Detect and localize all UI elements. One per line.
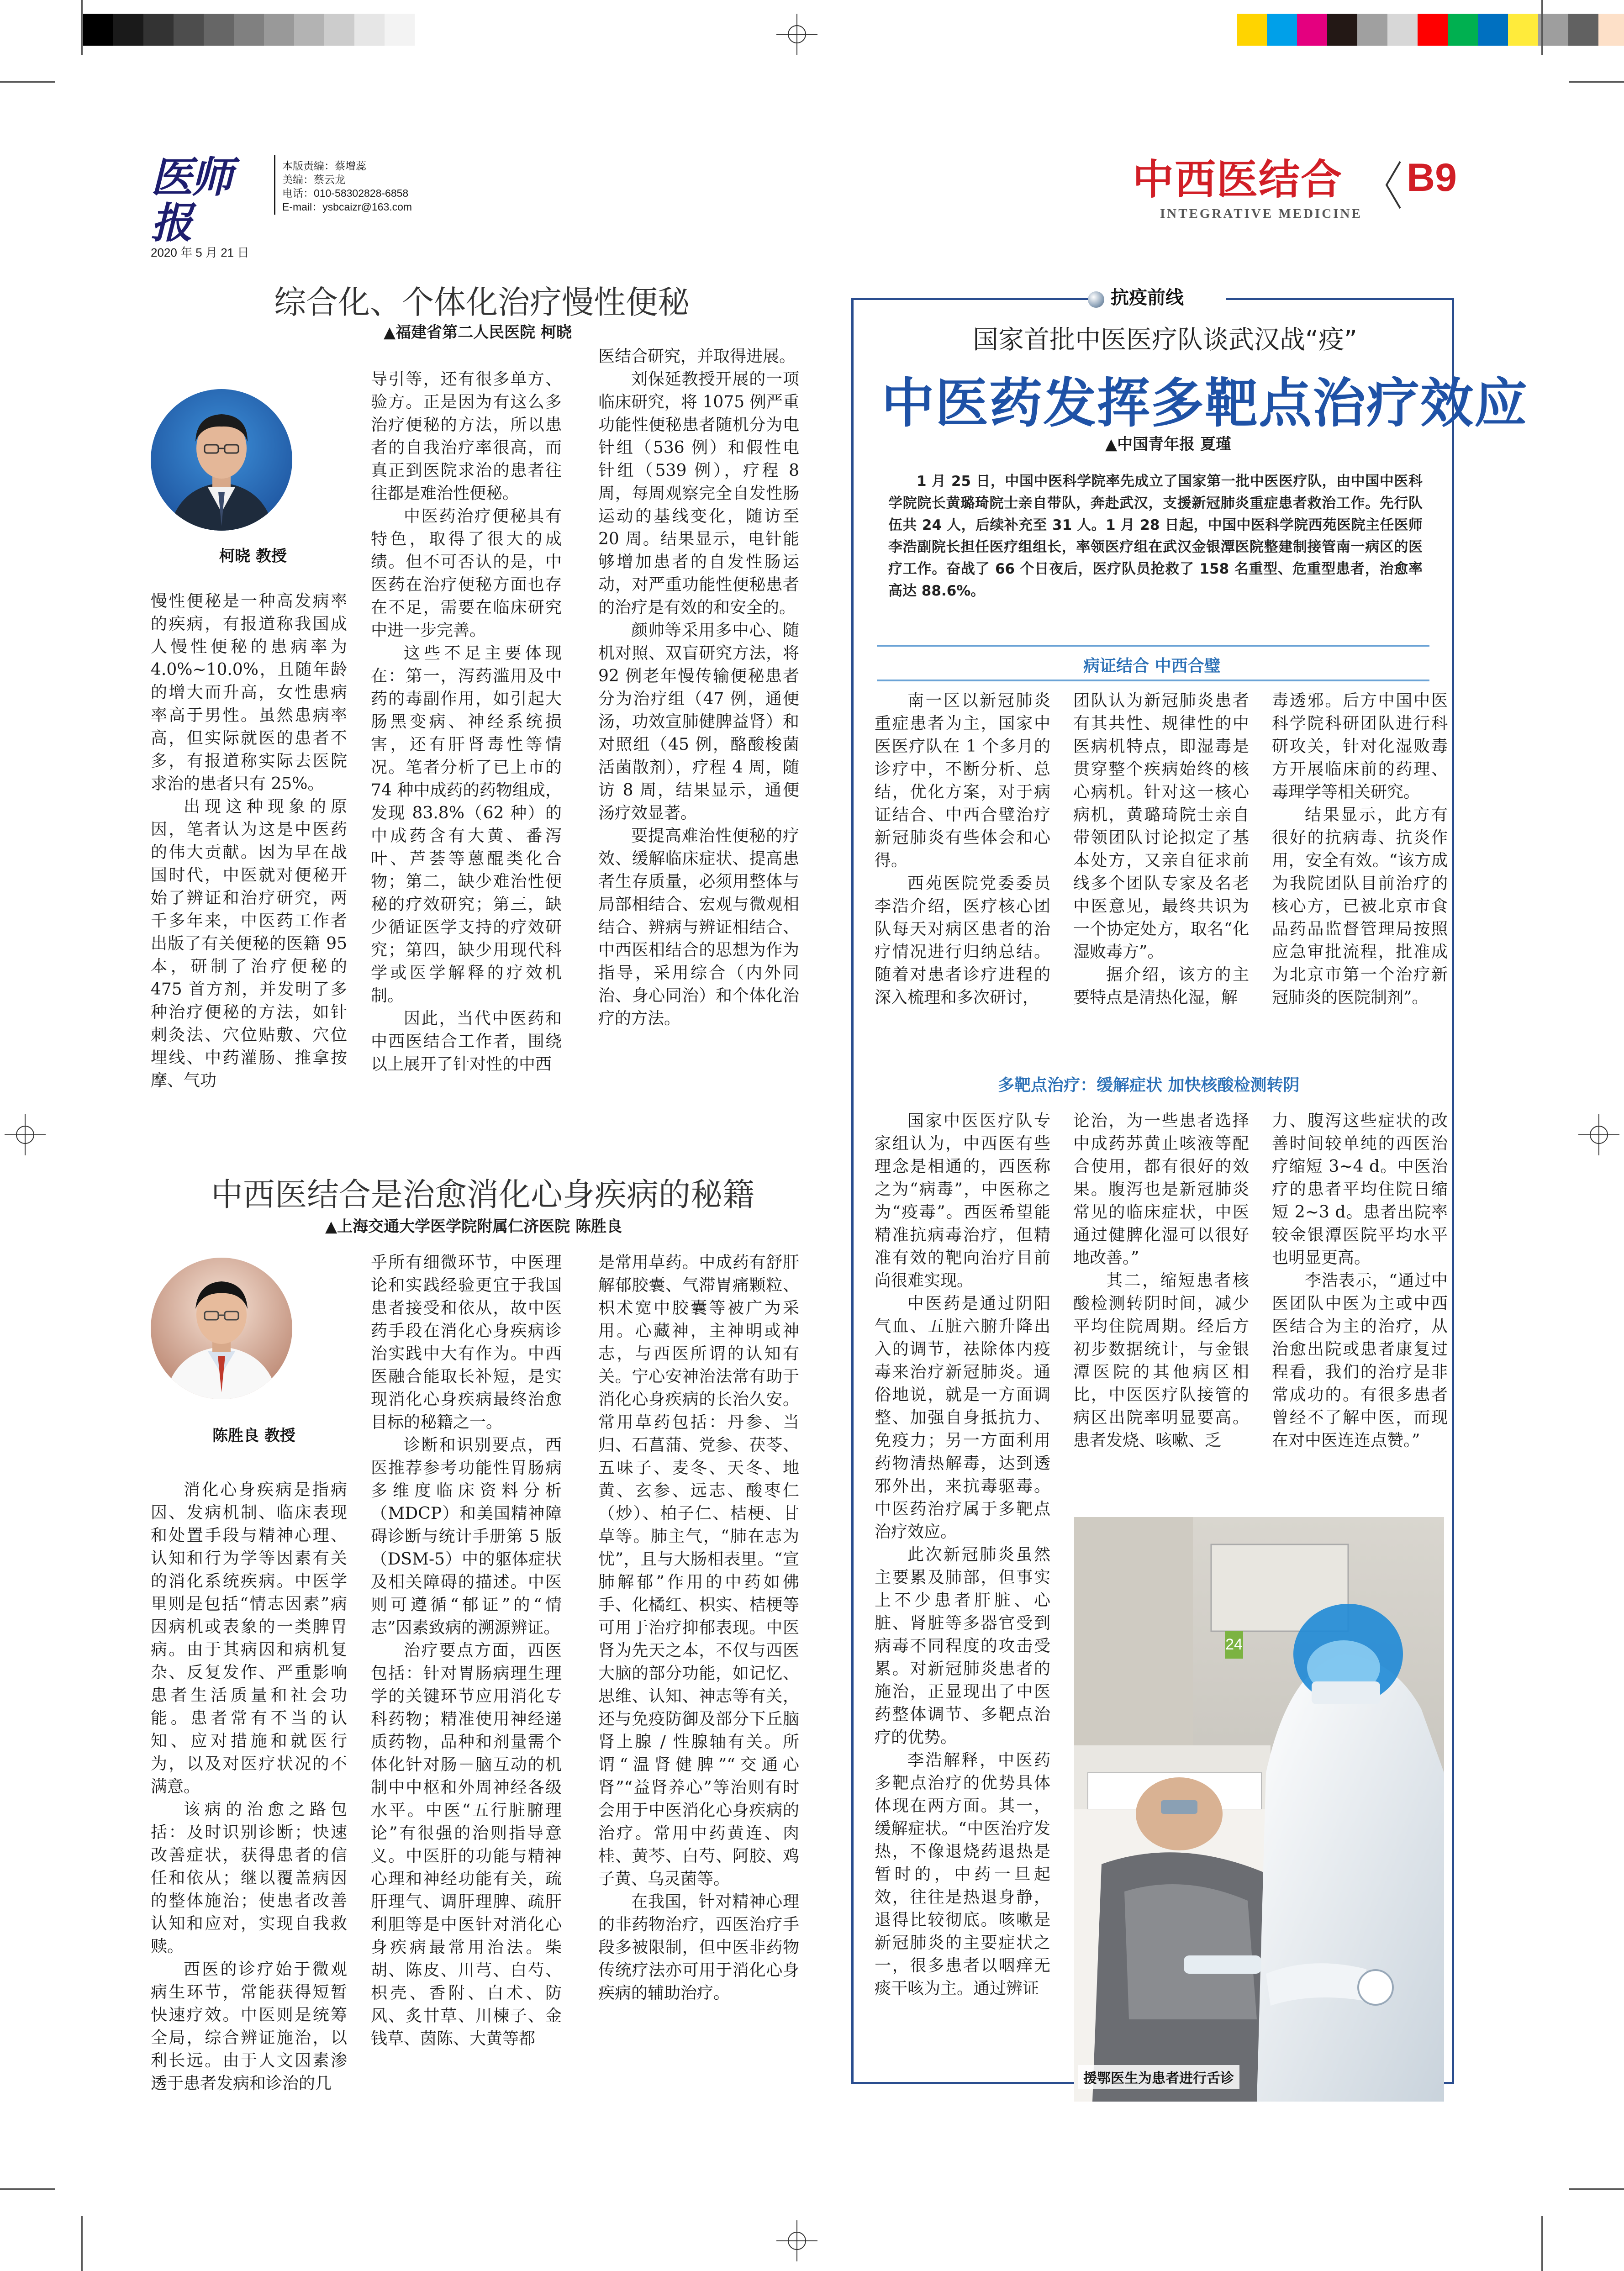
paragraph: 要提高难治性便秘的疗效、缓解临床症状、提高患者生存质量，必须用整体与局部相结合、宏观与微观相结合、辨病与辨证相结合、中西医相结合的思想为作为指导，采用综合（内外同治、身心同治）和个体化治疗的方法。 bbox=[598, 827, 799, 1028]
section-title: 中西医结合 bbox=[1133, 156, 1343, 204]
editor-info bbox=[282, 159, 412, 214]
paragraph: 该病的治愈之路包括：及时识别诊断；快速改善症状，获得患者的信任和依从；继以覆盖病因的整体施治；使患者改善认知和应对，实现自我救赎。 bbox=[151, 1800, 347, 1956]
paragraph: 消化心身疾病是指病因、发病机制、临床表现和处置手段与精神心理、认知和行为学等因素有关的消化系统疾病。中医学里则是包括“情志因素”病因病机或表象的一类脾胃病。由于其病因和病机复杂、反复发作、严重影响患者生活质量和社会功能。患者常有不当的认知、应对措施和就医行为，以及对医疗状况的不满意。 bbox=[151, 1481, 347, 1796]
section-rule bbox=[877, 645, 1429, 647]
paragraph: 南一区以新冠肺炎重症患者为主，国家中医医疗队在 1 个多月的诊疗中，不断分析、总结，优化方案，对于病证结合、中西合璧治疗新冠肺炎有些体会和心得。 bbox=[875, 691, 1050, 870]
swatch bbox=[1418, 14, 1448, 46]
section-2-column-1 bbox=[875, 1110, 1050, 2000]
swatch bbox=[1508, 14, 1538, 46]
article-1-column-1 bbox=[151, 590, 347, 1092]
editor-line: 本版责编：蔡增蕊 bbox=[282, 160, 366, 172]
paragraph: 诊断和识别要点，西医推荐参考功能性胃肠病多维度临床资料分析（MDCP）和美国精神障碍诊断与统计手册第 5 版（DSM-5）中的躯体症状及相关障碍的描述。中医则可遵循“郁证”的“情志”因素致病的溯源辨证。 bbox=[371, 1436, 562, 1637]
article-2-column-2 bbox=[371, 1251, 562, 2050]
swatch bbox=[324, 14, 354, 46]
swatch bbox=[1598, 14, 1624, 46]
article-3-heading-1: 病证结合 中西合璧 bbox=[1083, 657, 1221, 675]
paragraph: 中医药是通过阴阳气血、五脏六腑升降出入的调节，祛除体内疫毒来治疗新冠肺炎。通俗地说，就是一方面调整、加强自身抵抗力、免疫力；另一方面利用药物清热解毒，达到透邪外出，来抗毒驱毒。中医药治疗属于多靶点治疗效应。 bbox=[875, 1294, 1050, 1541]
swatch bbox=[1237, 14, 1267, 46]
article-2-byline: ▲上海交通大学医学院附属仁济医院 陈胜良 bbox=[325, 1217, 622, 1236]
portrait-caption: 陈胜良 教授 bbox=[208, 1423, 300, 1445]
registration-mark bbox=[776, 14, 817, 55]
photo-caption: 援鄂医生为患者进行舌诊 bbox=[1078, 2065, 1239, 2089]
color-bar bbox=[1237, 14, 1624, 46]
article-3-lead bbox=[888, 470, 1423, 602]
paragraph: 国家中医医疗队专家组认为，中西医有些理念是相通的，西医称之为“病毒”，中医称之为“疫毒”。西医希望能精准抗病毒治疗，但精准有效的靶向治疗目前尚很难实现。 bbox=[875, 1112, 1050, 1290]
paragraph: 据介绍，该方的主要特点是清热化湿，解 bbox=[1073, 965, 1249, 1007]
portrait-caption: 柯晓 教授 bbox=[215, 543, 291, 566]
section-1-column-3 bbox=[1272, 690, 1448, 1009]
paragraph: 团队认为新冠肺炎患者有其共性、规律性的中医病机特点，即湿毒是贯穿整个疾病始终的核心病机。针对这一核心病机，黄璐琦院士亲自带领团队讨论拟定了基本处方，又亲自征求前线多个团队专家及名老中医意见，最终共识为一个协定处方，取名“化湿败毒方”。 bbox=[1073, 691, 1249, 961]
swatch bbox=[113, 14, 143, 46]
swatch bbox=[354, 14, 385, 46]
swatch bbox=[1387, 14, 1418, 46]
registration-mark bbox=[1578, 1114, 1619, 1155]
paragraph: 结果显示，此方有很好的抗病毒、抗炎作用，安全有效。“该方成为我院团队目前治疗的核心方，已被北京市食品药品监督管理局按照应急审批流程，批准成为北京市第一个治疗新冠肺炎的医院制剂”。 bbox=[1272, 806, 1448, 1007]
kicker-label bbox=[1089, 279, 1226, 315]
gray-scale-bar bbox=[83, 14, 415, 46]
lead-paragraph: 1 月 25 日，中国中医科学院率先成立了国家第一批中医医疗队，由中国中医科学院院长黄璐琦院士亲自带队，奔赴武汉，支援新冠肺炎重症患者救治工作。先行队伍共 24 人，后续补充至 31 人。1 月 28 日起，中国中医科学院西苑医院主任医师李浩副院长担任医疗组组长，率领医疗组在武汉金银潭医院整建制接管南一病区的医疗工作。奋战了 66 个日夜后，医疗队员抢救了 158 名重型、危重型患者，治愈率高达 88.6%。 bbox=[888, 473, 1423, 599]
article-1-column-3 bbox=[598, 345, 799, 1030]
article-3-subtitle: 国家首批中医医疗队谈武汉战“疫” bbox=[973, 325, 1358, 355]
paragraph: 刘保延教授开展的一项临床研究，将 1075 例严重功能性便秘患者随机分为电针组（536 例）和假性电针组（539 例），疗程 8 周，每周观察完全自发性肠运动的基线变化，随访至 20 周。结果显示，电针能够增加患者的自发性肠运动，对严重功能性便秘患者的治疗是有效的和安全的。 bbox=[598, 370, 799, 617]
paragraph: 这些不足主要体现在：第一，泻药滥用及中药的毒副作用，如引起大肠黑变病、神经系统损害，还有肝肾毒性等情况。笔者分析了已上市的 74 种中成药的药物组成，发现 83.8%（62 种）的中成药含有大黄、番泻叶、芦荟等蒽醌类化合物；第二，缺少难治性便秘的疗效研究；第三，缺少循证医学支持的疗效研究；第四，缺少用现代科学或医学解释的疗效机制。 bbox=[371, 644, 562, 1005]
paragraph: 因此，当代中医药和中西医结合工作者，围绕以上展开了针对性的中西 bbox=[371, 1009, 562, 1074]
article-2-column-1 bbox=[151, 1479, 347, 2095]
swatch bbox=[174, 14, 204, 46]
swatch bbox=[1267, 14, 1297, 46]
swatch bbox=[83, 14, 113, 46]
author-portrait bbox=[151, 1258, 292, 1399]
paragraph: 治疗要点方面，西医包括：针对胃肠病理生理学的关键环节应用消化专科药物；精准使用神经递质药物，品种和剂量需个体化针对肠－脑互动的机制中中枢和外周神经各级水平。中医“五行脏腑理论”有很强的治则指导意义。中医肝的功能与精神心理和神经功能有关，疏肝理气、调肝理脾、疏肝利胆等是中医针对消化心身疾病最常用治法。柴胡、陈皮、川芎、白芍、枳壳、香附、白术、防风、炙甘草、川楝子、金钱草、茵陈、大黄等都 bbox=[371, 1641, 562, 2048]
swatch bbox=[294, 14, 324, 46]
article-2-title: 中西医结合是治愈消化心身疾病的秘籍 bbox=[211, 1176, 754, 1213]
swatch bbox=[1357, 14, 1387, 46]
crop-mark bbox=[81, 2216, 83, 2271]
author-portrait bbox=[151, 389, 292, 531]
article-3-heading-2: 多靶点治疗：缓解症状 加快核酸检测转阴 bbox=[998, 1076, 1300, 1095]
section-rule bbox=[877, 680, 1429, 681]
paragraph: 毒透邪。后方中国中医科学院科研团队进行科研攻关，针对化湿败毒方开展临床前的药理、毒理学等相关研究。 bbox=[1272, 691, 1448, 801]
swatch bbox=[234, 14, 264, 46]
bed-number: 24 bbox=[1225, 1636, 1243, 1653]
section-1-column-2 bbox=[1073, 690, 1249, 1009]
article-1-column-2 bbox=[371, 368, 562, 1076]
kicker-text: 抗疫前线 bbox=[1111, 287, 1184, 308]
paragraph: 出现这种现象的原因，笔者认为这是中医药的伟大贡献。因为早在战国时代，中医就对便秘开始了辨证和治疗研究，两千多年来，中医药工作者出版了有关便秘的医籍 95 本，研制了治疗便秘的 475 首方剂，并发明了多种治疗便秘的方法，如针刺灸法、穴位贴敷、穴位埋线、中药灌肠、推拿按摩、气功 bbox=[151, 797, 347, 1090]
article-3-byline: ▲中国青年报 夏瑾 bbox=[1105, 435, 1231, 453]
paragraph: 是常用草药。中成药有舒肝解郁胶囊、气滞胃痛颗粒、枳术宽中胶囊等被广为采用。心藏神，主神明或神志，与西医所谓的认知有关。宁心安神治法常有助于消化心身疾病的长治久安。常用草药包括：丹参、当归、石菖蒲、党参、茯苓、五味子、麦冬、天冬、地黄、玄参、远志、酸枣仁（炒）、柏子仁、桔梗、甘草等。肺主气，“肺在志为忧”，且与大肠相表里。“宣肺解郁”作用的中药如佛手、化橘红、枳实、桔梗等可用于治疗抑郁表现。中医肾为先天之本，不仅与西医大脑的部分功能，如记忆、思维、认知、神志等有关，还与免疫防御及部分下丘脑肾上腺 / 性腺轴有关。所谓“温肾健脾”“交通心肾”“益肾养心”等治则有时会用于中医消化心身疾病的治疗。常用中药黄连、肉桂、黄芩、白芍、阿胶、鸡子黄、乌灵菌等。 bbox=[598, 1253, 799, 1888]
swatch bbox=[1327, 14, 1357, 46]
article-1-title: 综合化、个体化治疗慢性便秘 bbox=[274, 284, 690, 321]
article-2-column-3 bbox=[598, 1251, 799, 2005]
paragraph: 李浩表示，“通过中医团队中医为主或中西医结合为主的治疗，从治愈出院或患者康复过程看，我们的治疗是非常成功的。有很多患者曾经不了解中医，而现在对中医连连点赞。” bbox=[1272, 1271, 1448, 1450]
paragraph: 此次新冠肺炎虽然主要累及肺部，但事实上不少患者肝脏、心脏、肾脏等多器官受到病毒不同程度的攻击受累。对新冠肺炎患者的施治，正显现出了中医药整体调节、多靶点治疗的优势。 bbox=[875, 1545, 1050, 1747]
paragraph: 其二，缩短患者核酸检测转阴时间，减少平均住院周期。经后方初步数据统计，与金银潭医院的其他病区相比，中医医疗队接管的病区出院率明显要高。患者发烧、咳嗽、乏 bbox=[1073, 1271, 1249, 1450]
swatch bbox=[204, 14, 234, 46]
section-title-english: INTEGRATIVE MEDICINE bbox=[1160, 206, 1362, 221]
paragraph: 慢性便秘是一种高发病率的疾病，有报道称我国成人慢性便秘的患病率为 4.0%~10.0%，且随年龄的增大而升高，女性患病率高于男性。虽然患病率高，但实际就医的患者不多，有报道称实际去医院求治的患者只有 25%。 bbox=[151, 592, 347, 793]
newspaper-logo: 医师报 bbox=[151, 153, 232, 248]
publication-date: 2020 年 5 月 21 日 bbox=[151, 246, 249, 259]
paragraph: 在我国，针对精神心理的非药物治疗，西医治疗手段多被限制，但中医非药物传统疗法亦可用于消化心身疾病的辅助治疗。 bbox=[598, 1892, 799, 2002]
paragraph: 导引等，还有很多单方、验方。正是因为有这么多治疗便秘的方法，所以患者的自我治疗率很高，而真正到医院求治的患者往往都是难治性便秘。 bbox=[371, 370, 562, 503]
registration-mark bbox=[5, 1114, 46, 1155]
crop-mark bbox=[0, 81, 55, 83]
paragraph: 医结合研究，并取得进展。 bbox=[598, 347, 796, 366]
hospital-photo bbox=[1074, 1517, 1444, 2102]
crop-mark bbox=[81, 0, 83, 55]
phone-line: 电话：010-58302828-6858 bbox=[282, 187, 409, 199]
section-2-column-2 bbox=[1073, 1110, 1249, 1452]
article-3-title: 中医药发挥多靶点治疗效应 bbox=[881, 373, 1528, 434]
crop-mark bbox=[1541, 0, 1543, 55]
crop-mark bbox=[1541, 2216, 1543, 2271]
crop-mark bbox=[1569, 81, 1624, 83]
paragraph: 西医的诊疗始于微观病生环节，常能获得短暂快速疗效。中医则是统筹全局，综合辨证施治，以利长远。由于人文因素渗透于患者发病和诊治的几 bbox=[151, 1960, 347, 2093]
globe-icon bbox=[1088, 291, 1104, 308]
chevron-left-icon bbox=[1384, 160, 1402, 210]
section-1-column-1 bbox=[875, 690, 1050, 1009]
section-2-column-3 bbox=[1272, 1110, 1448, 1452]
paragraph: 论治，为一些患者选择中成药苏黄止咳液等配合使用，都有很好的效果。腹泻也是新冠肺炎常见的临床症状，中医通过健脾化湿可以很好地改善。” bbox=[1073, 1112, 1249, 1267]
page-number: B9 bbox=[1407, 156, 1457, 200]
swatch bbox=[1297, 14, 1327, 46]
paragraph: 颜帅等采用多中心、随机对照、双盲研究方法，将 92 例老年慢传输便秘患者分为治疗组（47 例，通便汤，功效宣肺健脾益肾）和对照组（45 例，酪酸梭菌活菌散剂），疗程 4 周，随访 8 周，结果显示，通便汤疗效显著。 bbox=[598, 621, 799, 822]
header-divider bbox=[274, 155, 275, 215]
article-1-byline: ▲福建省第二人民医院 柯晓 bbox=[384, 323, 572, 342]
crop-mark bbox=[0, 2188, 55, 2190]
paragraph: 乎所有细微环节，中医理论和实践经验更宜于我国患者接受和依从，故中医药手段在消化心身疾病诊治实践中大有作为。中西医融合能取长补短，是实现消化心身疾病最终治愈目标的秘籍之一。 bbox=[371, 1253, 562, 1432]
crop-mark bbox=[1569, 2188, 1624, 2190]
designer-line: 美编：蔡云龙 bbox=[282, 174, 345, 185]
email-line: E-mail：ysbcaizr@163.com bbox=[282, 201, 412, 213]
swatch bbox=[1478, 14, 1508, 46]
paragraph: 中医药治疗便秘具有特色，取得了很大的成绩。但不可否认的是，中医药在治疗便秘方面也存在不足，需要在临床研究中进一步完善。 bbox=[371, 507, 562, 640]
paragraph: 西苑医院党委委员李浩介绍，医疗核心团队每天对病区患者的治疗情况进行归纳总结。随着对患者诊疗进程的深入梳理和多次研讨， bbox=[875, 874, 1050, 1007]
paragraph: 李浩解释，中医药多靶点治疗的优势具体体现在两方面。其一，缓解症状。“中医治疗发热，不像退烧药退热是暂时的，中药一旦起效，往往是热退身静，退得比较彻底。咳嗽是新冠肺炎的主要症状之一，很多患者以咽痒无痰干咳为主。通过辨证 bbox=[875, 1751, 1050, 1998]
paragraph: 力、腹泻这些症状的改善时间较单纯的西医治疗缩短 3~4 d。中医治疗的患者平均住院日缩短 2~3 d。患者出院率较金银潭医院平均水平也明显更高。 bbox=[1272, 1112, 1448, 1267]
swatch bbox=[143, 14, 174, 46]
swatch bbox=[1448, 14, 1478, 46]
masthead bbox=[151, 153, 269, 259]
swatch bbox=[385, 14, 415, 46]
swatch bbox=[1568, 14, 1598, 46]
registration-mark bbox=[776, 2220, 817, 2261]
swatch bbox=[264, 14, 294, 46]
